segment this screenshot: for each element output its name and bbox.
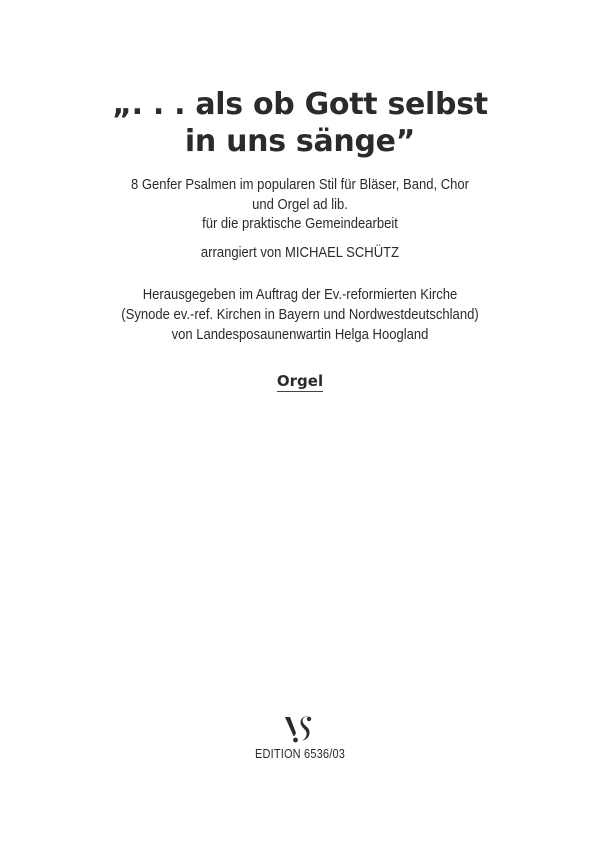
title-line-1: „. . . als ob Gott selbst — [112, 87, 488, 122]
publisher-credit — [30, 285, 570, 345]
page-title — [0, 86, 600, 160]
subtitle-line-1: 8 Genfer Psalmen im popularen Stil für Bläser, Band, Chor — [130, 177, 470, 193]
subtitle-line-3: für die praktische Gemeindearbeit — [202, 216, 398, 232]
edition-number: EDITION 6536/03 — [254, 747, 346, 761]
instrument-heading — [0, 372, 600, 392]
publisher-line-1: Herausgegeben im Auftrag der Ev.-reformierten Kirche — [142, 287, 458, 303]
vs-publisher-logo-icon — [283, 714, 317, 744]
subtitle — [30, 176, 570, 235]
publisher-line-3: von Landesposaunenwartin Helga Hoogland — [171, 327, 429, 343]
arranger-credit: arrangiert von MICHAEL SCHÜTZ — [200, 245, 400, 261]
title-line-2: in uns sänge” — [184, 124, 416, 159]
subtitle-line-2: und Orgel ad lib. — [252, 196, 348, 213]
instrument-label: Orgel — [276, 372, 324, 390]
publisher-line-2: (Synode ev.-ref. Kirchen in Bayern und Nordwestdeutschland) — [121, 307, 479, 323]
